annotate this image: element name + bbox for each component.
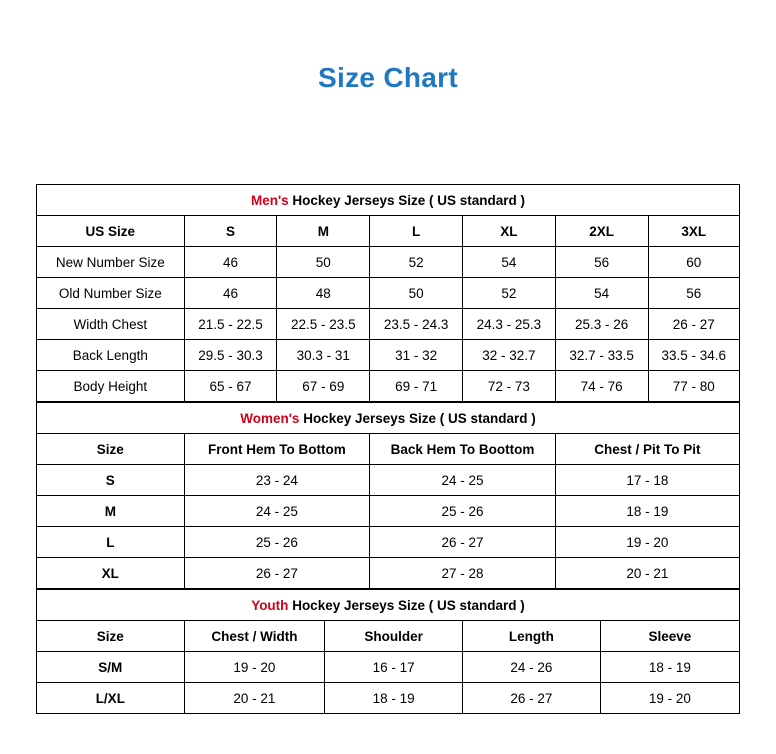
womens-cell-3-0: 26 - 27 [184, 558, 370, 589]
youth-cell-1-2: 26 - 27 [463, 683, 601, 714]
mens-cell-4-4: 74 - 76 [555, 371, 648, 402]
mens-cell-3-0: 29.5 - 30.3 [184, 340, 277, 371]
womens-section-header [37, 403, 740, 434]
womens-cell-0-2: 17 - 18 [555, 465, 739, 496]
size-chart-container [36, 184, 740, 714]
youth-row-label-0: S/M [37, 652, 185, 683]
mens-cell-0-0: 46 [184, 247, 277, 278]
table-row [37, 278, 740, 309]
womens-section-header-rest: Hockey Jerseys Size ( US standard ) [299, 410, 536, 426]
mens-cell-2-0: 21.5 - 22.5 [184, 309, 277, 340]
mens-cell-4-5: 77 - 80 [648, 371, 739, 402]
mens-cell-2-4: 25.3 - 26 [555, 309, 648, 340]
mens-col-header-2: M [277, 216, 370, 247]
mens-cell-0-2: 52 [370, 247, 463, 278]
youth-col-header-0: Size [37, 621, 185, 652]
youth-cell-0-3: 18 - 19 [600, 652, 739, 683]
table-section-header-row [37, 185, 740, 216]
womens-col-header-0: Size [37, 434, 185, 465]
mens-col-header-5: 2XL [555, 216, 648, 247]
table-row [37, 527, 740, 558]
mens-col-header-6: 3XL [648, 216, 739, 247]
mens-cell-0-5: 60 [648, 247, 739, 278]
mens-row-label-0: New Number Size [37, 247, 185, 278]
youth-col-header-1: Chest / Width [184, 621, 325, 652]
mens-cell-3-2: 31 - 32 [370, 340, 463, 371]
table-row [37, 558, 740, 589]
mens-cell-4-3: 72 - 73 [462, 371, 555, 402]
womens-cell-3-2: 20 - 21 [555, 558, 739, 589]
table-row [37, 496, 740, 527]
youth-cell-1-3: 19 - 20 [600, 683, 739, 714]
womens-col-header-3: Chest / Pit To Pit [555, 434, 739, 465]
youth-cell-0-0: 19 - 20 [184, 652, 325, 683]
youth-cell-1-0: 20 - 21 [184, 683, 325, 714]
table-header-row [37, 621, 740, 652]
youth-section-header [37, 590, 740, 621]
womens-row-label-0: S [37, 465, 185, 496]
youth-cell-1-1: 18 - 19 [325, 683, 463, 714]
youth-section-header-rest: Hockey Jerseys Size ( US standard ) [288, 597, 525, 613]
mens-cell-1-4: 54 [555, 278, 648, 309]
womens-section-header-accent: Women's [240, 410, 300, 426]
table-row [37, 371, 740, 402]
mens-cell-3-5: 33.5 - 34.6 [648, 340, 739, 371]
womens-row-label-2: L [37, 527, 185, 558]
mens-section-header [37, 185, 740, 216]
youth-col-header-3: Length [463, 621, 601, 652]
mens-cell-1-3: 52 [462, 278, 555, 309]
table-section-header-row [37, 403, 740, 434]
table-section-header-row [37, 590, 740, 621]
womens-cell-2-1: 26 - 27 [370, 527, 556, 558]
womens-row-label-1: M [37, 496, 185, 527]
youth-col-header-2: Shoulder [325, 621, 463, 652]
mens-cell-0-3: 54 [462, 247, 555, 278]
womens-col-header-1: Front Hem To Bottom [184, 434, 370, 465]
mens-row-label-1: Old Number Size [37, 278, 185, 309]
table-row [37, 652, 740, 683]
youth-row-label-1: L/XL [37, 683, 185, 714]
table-header-row [37, 434, 740, 465]
page-title: Size Chart [318, 62, 458, 93]
mens-cell-4-0: 65 - 67 [184, 371, 277, 402]
mens-cell-4-1: 67 - 69 [277, 371, 370, 402]
womens-cell-1-0: 24 - 25 [184, 496, 370, 527]
mens-cell-0-1: 50 [277, 247, 370, 278]
table-row [37, 465, 740, 496]
mens-cell-3-1: 30.3 - 31 [277, 340, 370, 371]
womens-size-table [36, 402, 740, 589]
mens-cell-1-5: 56 [648, 278, 739, 309]
mens-section-header-rest: Hockey Jerseys Size ( US standard ) [288, 192, 526, 208]
womens-cell-0-1: 24 - 25 [370, 465, 556, 496]
table-row [37, 309, 740, 340]
mens-row-label-3: Back Length [37, 340, 185, 371]
mens-size-table [36, 184, 740, 402]
womens-cell-0-0: 23 - 24 [184, 465, 370, 496]
mens-cell-4-2: 69 - 71 [370, 371, 463, 402]
mens-cell-1-2: 50 [370, 278, 463, 309]
mens-row-label-2: Width Chest [37, 309, 185, 340]
mens-cell-0-4: 56 [555, 247, 648, 278]
womens-cell-2-2: 19 - 20 [555, 527, 739, 558]
mens-col-header-1: S [184, 216, 277, 247]
mens-cell-1-1: 48 [277, 278, 370, 309]
mens-cell-2-1: 22.5 - 23.5 [277, 309, 370, 340]
womens-cell-1-1: 25 - 26 [370, 496, 556, 527]
mens-row-label-4: Body Height [37, 371, 185, 402]
mens-cell-2-3: 24.3 - 25.3 [462, 309, 555, 340]
table-row [37, 340, 740, 371]
mens-cell-3-4: 32.7 - 33.5 [555, 340, 648, 371]
table-row [37, 683, 740, 714]
mens-col-header-0: US Size [37, 216, 185, 247]
youth-cell-0-2: 24 - 26 [463, 652, 601, 683]
youth-section-header-accent: Youth [251, 597, 289, 613]
youth-size-table [36, 589, 740, 714]
mens-cell-1-0: 46 [184, 278, 277, 309]
mens-section-header-accent: Men's [250, 192, 289, 208]
mens-col-header-4: XL [462, 216, 555, 247]
womens-cell-2-0: 25 - 26 [184, 527, 370, 558]
mens-cell-2-5: 26 - 27 [648, 309, 739, 340]
womens-col-header-2: Back Hem To Boottom [370, 434, 556, 465]
table-header-row [37, 216, 740, 247]
youth-col-header-4: Sleeve [600, 621, 739, 652]
mens-cell-3-3: 32 - 32.7 [462, 340, 555, 371]
youth-cell-0-1: 16 - 17 [325, 652, 463, 683]
womens-row-label-3: XL [37, 558, 185, 589]
mens-col-header-3: L [370, 216, 463, 247]
mens-cell-2-2: 23.5 - 24.3 [370, 309, 463, 340]
womens-cell-3-1: 27 - 28 [370, 558, 556, 589]
table-row [37, 247, 740, 278]
womens-cell-1-2: 18 - 19 [555, 496, 739, 527]
